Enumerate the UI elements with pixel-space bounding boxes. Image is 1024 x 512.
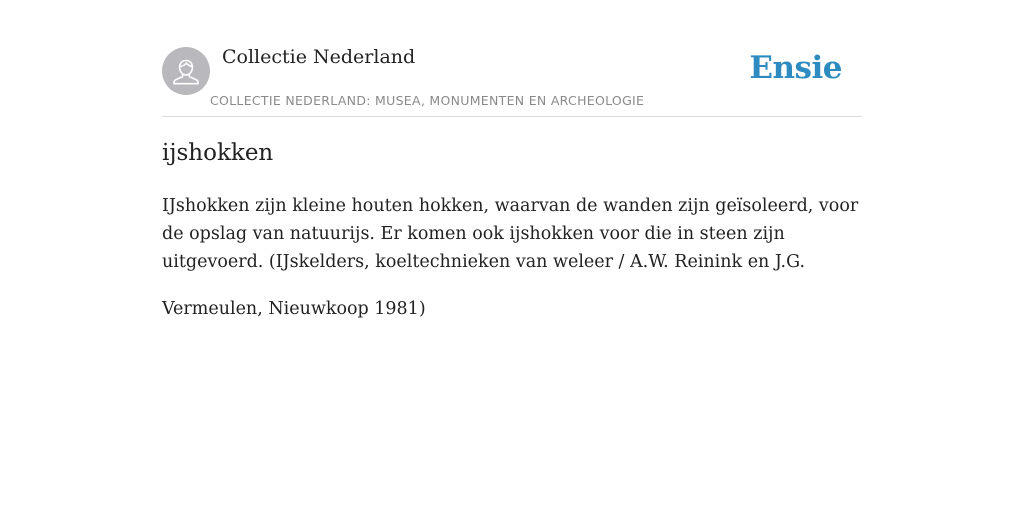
entry-title: ijshokken: [162, 140, 274, 166]
entry-page: [162, 0, 862, 319]
ensie-logo[interactable]: Ensie: [749, 50, 842, 86]
entry-paragraph: Vermeulen, Nieuwkoop 1981): [162, 299, 426, 319]
user-silhouette-icon: [162, 47, 210, 95]
publisher-name[interactable]: COLLECTIE NEDERLAND: MUSEA, MONUMENTEN EN ARCHEOLOGIE: [210, 93, 645, 108]
entry-header: [162, 0, 862, 117]
author-name[interactable]: Collectie Nederland: [222, 46, 416, 68]
entry-paragraph: IJshokken zijn kleine houten hokken, waarvan de wanden zijn geïsoleerd, voor de opslag van natuurijs. Er komen ook ijshokken voor die in steen zijn uitgevoerd. (IJskelders, koeltechnieken van weleer / A.W. Reinink en J.G.: [162, 196, 859, 272]
author-avatar[interactable]: [162, 47, 210, 95]
